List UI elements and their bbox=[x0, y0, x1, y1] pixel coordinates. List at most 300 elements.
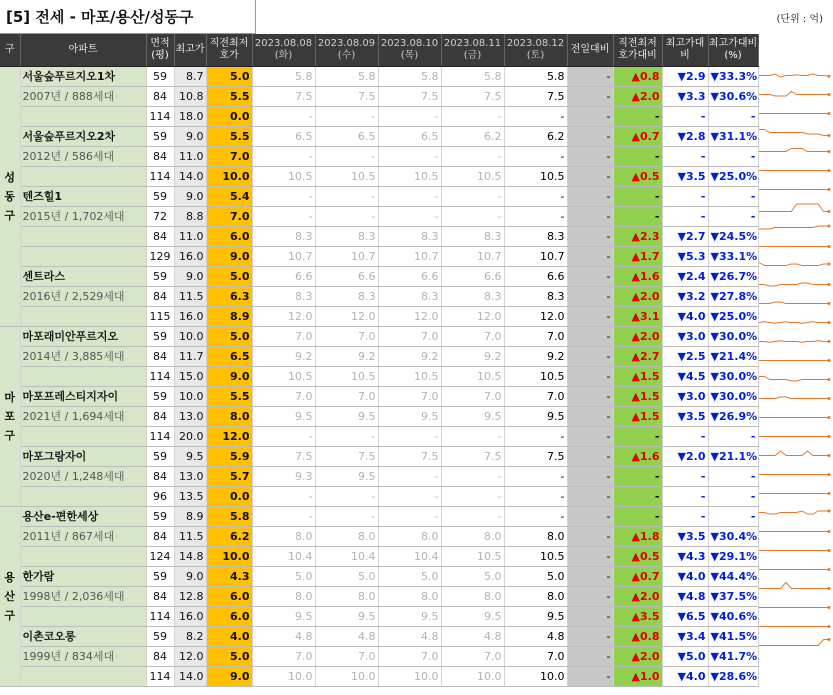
daily-price-cell: 7.5 bbox=[315, 446, 378, 466]
low-ask-cell: 4.0 bbox=[206, 626, 252, 646]
gu-label: 용산구 bbox=[4, 570, 16, 622]
daily-price-cell: 8.0 bbox=[378, 586, 441, 606]
high-pct-cell: - bbox=[708, 466, 758, 486]
area-cell: 84 bbox=[146, 346, 174, 366]
low-ask-diff-cell: ▲2.0 bbox=[613, 86, 662, 106]
low-ask-cell: 5.0 bbox=[206, 266, 252, 286]
high-pct-cell: ▼37.5% bbox=[708, 586, 758, 606]
sparkline bbox=[759, 511, 829, 514]
low-ask-cell: 9.0 bbox=[206, 246, 252, 266]
high-pct-cell: ▼30.0% bbox=[708, 326, 758, 346]
high-pct-cell: ▼30.6% bbox=[708, 86, 758, 106]
daily-price-cell: - bbox=[252, 146, 315, 166]
high-diff-cell: ▼2.4 bbox=[662, 266, 708, 286]
high-price-cell: 12.0 bbox=[174, 646, 206, 666]
low-ask-diff-cell: ▲0.5 bbox=[613, 546, 662, 566]
apartment-name: 마포래미안푸르지오 bbox=[20, 326, 146, 346]
table-row bbox=[0, 446, 758, 466]
high-pct-cell: ▼30.0% bbox=[708, 386, 758, 406]
low-ask-diff-cell: - bbox=[613, 106, 662, 126]
prev-day-diff-cell: - bbox=[567, 386, 613, 406]
table-row bbox=[0, 586, 758, 606]
table-row bbox=[0, 626, 758, 646]
daily-price-cell: 10.5 bbox=[252, 166, 315, 186]
area-cell: 84 bbox=[146, 646, 174, 666]
low-ask-diff-cell: ▲1.5 bbox=[613, 406, 662, 426]
header-high: 최고가 bbox=[174, 34, 206, 66]
high-diff-cell: ▼3.0 bbox=[662, 326, 708, 346]
low-ask-cell: 9.0 bbox=[206, 666, 252, 686]
daily-price-cell: 9.2 bbox=[441, 346, 504, 366]
high-pct-cell: ▼33.3% bbox=[708, 66, 758, 86]
daily-price-cell: 9.5 bbox=[378, 406, 441, 426]
title-bar bbox=[0, 0, 256, 34]
table-row bbox=[0, 126, 758, 146]
apartment-info: 2016년 / 2,529세대 bbox=[20, 286, 146, 306]
low-ask-diff-cell: - bbox=[613, 426, 662, 446]
daily-price-cell: - bbox=[504, 106, 567, 126]
daily-price-cell: - bbox=[315, 186, 378, 206]
daily-price-cell: - bbox=[378, 146, 441, 166]
daily-price-cell: 9.5 bbox=[504, 606, 567, 626]
sparkline-end-dot bbox=[828, 606, 831, 609]
daily-price-cell: 7.5 bbox=[378, 446, 441, 466]
daily-price-cell: - bbox=[441, 186, 504, 206]
daily-price-cell: 10.4 bbox=[252, 546, 315, 566]
table-row bbox=[0, 206, 758, 226]
low-ask-cell: 10.0 bbox=[206, 546, 252, 566]
low-ask-cell: 6.0 bbox=[206, 226, 252, 246]
daily-price-cell: 6.6 bbox=[252, 266, 315, 286]
sparkline-end-dot bbox=[828, 568, 831, 571]
high-price-cell: 8.9 bbox=[174, 506, 206, 526]
apartment-info: 1998년 / 2,036세대 bbox=[20, 586, 146, 606]
daily-price-cell: 5.8 bbox=[252, 66, 315, 86]
daily-price-cell: 5.0 bbox=[252, 566, 315, 586]
low-ask-cell: 6.5 bbox=[206, 346, 252, 366]
table-row bbox=[0, 466, 758, 486]
high-price-cell: 16.0 bbox=[174, 606, 206, 626]
daily-price-cell: 10.5 bbox=[441, 546, 504, 566]
daily-price-cell: 9.5 bbox=[378, 606, 441, 626]
high-pct-cell: ▼41.7% bbox=[708, 646, 758, 666]
daily-price-cell: - bbox=[252, 186, 315, 206]
daily-price-cell: 10.0 bbox=[378, 666, 441, 686]
daily-price-cell: 7.0 bbox=[252, 386, 315, 406]
high-diff-cell: ▼3.2 bbox=[662, 286, 708, 306]
daily-price-cell: 7.0 bbox=[315, 646, 378, 666]
prev-day-diff-cell: - bbox=[567, 286, 613, 306]
low-ask-cell: 9.0 bbox=[206, 366, 252, 386]
table-row bbox=[0, 566, 758, 586]
apartment-info: 2012년 / 586세대 bbox=[20, 146, 146, 166]
high-price-cell: 9.0 bbox=[174, 186, 206, 206]
sparkline-end-dot bbox=[828, 510, 831, 513]
daily-price-cell: 9.2 bbox=[252, 346, 315, 366]
header-highpct: 최고가대비 (%) bbox=[708, 34, 758, 66]
sparkline bbox=[759, 640, 829, 646]
low-ask-diff-cell: - bbox=[613, 486, 662, 506]
apartment-name: 이촌코오롱 bbox=[20, 626, 146, 646]
apartment-blank bbox=[20, 426, 146, 446]
area-cell: 114 bbox=[146, 106, 174, 126]
daily-price-cell: - bbox=[315, 486, 378, 506]
high-pct-cell: - bbox=[708, 486, 758, 506]
daily-price-cell: 9.2 bbox=[378, 346, 441, 366]
high-price-cell: 11.0 bbox=[174, 146, 206, 166]
sparkline-end-dot bbox=[828, 283, 831, 286]
high-price-cell: 13.0 bbox=[174, 466, 206, 486]
prev-day-diff-cell: - bbox=[567, 466, 613, 486]
apartment-blank bbox=[20, 666, 146, 686]
unit-label: (단위 : 억) bbox=[776, 14, 823, 25]
apartment-blank bbox=[20, 106, 146, 126]
daily-price-cell: 8.0 bbox=[378, 526, 441, 546]
high-diff-cell: ▼3.3 bbox=[662, 86, 708, 106]
area-cell: 72 bbox=[146, 206, 174, 226]
high-diff-cell: ▼3.0 bbox=[662, 386, 708, 406]
prev-day-diff-cell: - bbox=[567, 366, 613, 386]
area-cell: 59 bbox=[146, 446, 174, 466]
high-pct-cell: ▼24.5% bbox=[708, 226, 758, 246]
daily-price-cell: 10.5 bbox=[315, 366, 378, 386]
header-date-2: 2023.08.09 (수) bbox=[315, 34, 378, 66]
table-row bbox=[0, 226, 758, 246]
daily-price-cell: 9.2 bbox=[315, 346, 378, 366]
low-ask-cell: 6.3 bbox=[206, 286, 252, 306]
prev-day-diff-cell: - bbox=[567, 506, 613, 526]
daily-price-cell: - bbox=[504, 186, 567, 206]
header-prev: 전일대비 bbox=[567, 34, 613, 66]
prev-day-diff-cell: - bbox=[567, 126, 613, 146]
high-price-cell: 14.0 bbox=[174, 666, 206, 686]
high-pct-cell: ▼29.1% bbox=[708, 546, 758, 566]
apartment-blank bbox=[20, 306, 146, 326]
daily-price-cell: 10.4 bbox=[315, 546, 378, 566]
sparkline-end-dot bbox=[828, 169, 831, 172]
sparkline bbox=[759, 397, 829, 399]
daily-price-cell: - bbox=[441, 206, 504, 226]
sparkline-end-dot bbox=[828, 93, 831, 96]
high-pct-cell: - bbox=[708, 426, 758, 446]
sparkline bbox=[759, 583, 829, 589]
daily-price-cell: 5.8 bbox=[441, 66, 504, 86]
sparkline-end-dot bbox=[828, 75, 831, 78]
prev-day-diff-cell: - bbox=[567, 226, 613, 246]
high-pct-cell: ▼44.4% bbox=[708, 566, 758, 586]
header-apt: 아파트 bbox=[20, 34, 146, 66]
daily-price-cell: 7.0 bbox=[441, 386, 504, 406]
high-diff-cell: ▼2.8 bbox=[662, 126, 708, 146]
apartment-name: 서울숲푸르지오2차 bbox=[20, 126, 146, 146]
prev-day-diff-cell: - bbox=[567, 566, 613, 586]
daily-price-cell: - bbox=[441, 426, 504, 446]
table-row bbox=[0, 406, 758, 426]
low-ask-diff-cell: ▲2.0 bbox=[613, 286, 662, 306]
daily-price-cell: 5.0 bbox=[504, 566, 567, 586]
daily-price-cell: 6.6 bbox=[504, 266, 567, 286]
daily-price-cell: 8.0 bbox=[315, 526, 378, 546]
daily-price-cell: 7.5 bbox=[441, 446, 504, 466]
apartment-info: 2020년 / 1,248세대 bbox=[20, 466, 146, 486]
daily-price-cell: 12.0 bbox=[315, 306, 378, 326]
apartment-blank bbox=[20, 246, 146, 266]
table-row bbox=[0, 346, 758, 366]
prev-day-diff-cell: - bbox=[567, 306, 613, 326]
daily-price-cell: 8.3 bbox=[504, 286, 567, 306]
sparkline-column bbox=[757, 34, 833, 695]
area-cell: 114 bbox=[146, 606, 174, 626]
low-ask-cell: 5.9 bbox=[206, 446, 252, 466]
daily-price-cell: - bbox=[315, 426, 378, 446]
high-diff-cell: - bbox=[662, 486, 708, 506]
sparkline-end-dot bbox=[828, 473, 831, 476]
daily-price-cell: - bbox=[315, 146, 378, 166]
daily-price-cell: 9.5 bbox=[441, 606, 504, 626]
daily-price-cell: - bbox=[504, 506, 567, 526]
daily-price-cell: 10.0 bbox=[252, 666, 315, 686]
daily-price-cell: - bbox=[252, 486, 315, 506]
daily-price-cell: - bbox=[378, 486, 441, 506]
daily-price-cell: 9.5 bbox=[252, 606, 315, 626]
low-ask-cell: 10.0 bbox=[206, 166, 252, 186]
sparkline-end-dot bbox=[828, 112, 831, 115]
daily-price-cell: 8.0 bbox=[441, 586, 504, 606]
table-row bbox=[0, 106, 758, 126]
daily-price-cell: 9.5 bbox=[441, 406, 504, 426]
sparkline-end-dot bbox=[828, 150, 831, 153]
daily-price-cell: - bbox=[252, 206, 315, 226]
high-diff-cell: ▼2.7 bbox=[662, 226, 708, 246]
header-highdiff: 최고가대 비 bbox=[662, 34, 708, 66]
sparkline-end-dot bbox=[828, 397, 831, 400]
daily-price-cell: - bbox=[504, 146, 567, 166]
sparkline-end-dot bbox=[828, 321, 831, 324]
high-price-cell: 11.5 bbox=[174, 286, 206, 306]
high-pct-cell: - bbox=[708, 146, 758, 166]
low-ask-cell: 8.0 bbox=[206, 406, 252, 426]
daily-price-cell: - bbox=[441, 466, 504, 486]
table-row bbox=[0, 666, 758, 686]
daily-price-cell: - bbox=[378, 186, 441, 206]
prev-day-diff-cell: - bbox=[567, 626, 613, 646]
daily-price-cell: 10.5 bbox=[378, 366, 441, 386]
sparkline-end-dot bbox=[828, 638, 831, 641]
high-diff-cell: ▼4.5 bbox=[662, 366, 708, 386]
daily-price-cell: 10.7 bbox=[252, 246, 315, 266]
daily-price-cell: 10.5 bbox=[378, 166, 441, 186]
prev-day-diff-cell: - bbox=[567, 346, 613, 366]
high-price-cell: 10.0 bbox=[174, 386, 206, 406]
high-price-cell: 8.8 bbox=[174, 206, 206, 226]
gu-cell bbox=[0, 326, 20, 506]
prev-day-diff-cell: - bbox=[567, 666, 613, 686]
gu-cell bbox=[0, 66, 20, 326]
area-cell: 129 bbox=[146, 246, 174, 266]
high-diff-cell: - bbox=[662, 426, 708, 446]
low-ask-diff-cell: ▲2.0 bbox=[613, 586, 662, 606]
daily-price-cell: 6.6 bbox=[378, 266, 441, 286]
low-ask-diff-cell: ▲0.5 bbox=[613, 166, 662, 186]
daily-price-cell: 4.8 bbox=[315, 626, 378, 646]
table-row bbox=[0, 606, 758, 626]
high-price-cell: 18.0 bbox=[174, 106, 206, 126]
daily-price-cell: 12.0 bbox=[441, 306, 504, 326]
daily-price-cell: 9.3 bbox=[252, 466, 315, 486]
high-diff-cell: ▼4.0 bbox=[662, 666, 708, 686]
gu-cell bbox=[0, 506, 20, 686]
daily-price-cell: 7.5 bbox=[504, 446, 567, 466]
sparkline bbox=[759, 74, 829, 77]
daily-price-cell: - bbox=[504, 426, 567, 446]
high-diff-cell: ▼4.3 bbox=[662, 546, 708, 566]
table-row bbox=[0, 146, 758, 166]
sparkline bbox=[759, 322, 829, 324]
prev-day-diff-cell: - bbox=[567, 586, 613, 606]
high-pct-cell: - bbox=[708, 206, 758, 226]
high-pct-cell: ▼28.6% bbox=[708, 666, 758, 686]
low-ask-diff-cell: ▲0.8 bbox=[613, 66, 662, 86]
area-cell: 59 bbox=[146, 126, 174, 146]
low-ask-cell: 5.0 bbox=[206, 646, 252, 666]
gu-label: 마포구 bbox=[4, 390, 16, 442]
low-ask-cell: 4.3 bbox=[206, 566, 252, 586]
high-price-cell: 16.0 bbox=[174, 246, 206, 266]
daily-price-cell: - bbox=[441, 146, 504, 166]
high-pct-cell: ▼41.5% bbox=[708, 626, 758, 646]
apartment-name: 텐즈힐1 bbox=[20, 186, 146, 206]
high-pct-cell: ▼40.6% bbox=[708, 606, 758, 626]
daily-price-cell: - bbox=[441, 486, 504, 506]
high-diff-cell: ▼3.4 bbox=[662, 626, 708, 646]
low-ask-diff-cell: ▲1.0 bbox=[613, 666, 662, 686]
apartment-info: 2014년 / 3,885세대 bbox=[20, 346, 146, 366]
daily-price-cell: 10.7 bbox=[315, 246, 378, 266]
high-price-cell: 16.0 bbox=[174, 306, 206, 326]
low-ask-diff-cell: ▲0.7 bbox=[613, 126, 662, 146]
header-low: 직전최저 호가 bbox=[206, 34, 252, 66]
header-gu: 구 bbox=[0, 34, 20, 66]
daily-price-cell: - bbox=[315, 206, 378, 226]
daily-price-cell: 8.3 bbox=[315, 226, 378, 246]
high-diff-cell: - bbox=[662, 466, 708, 486]
daily-price-cell: - bbox=[441, 106, 504, 126]
high-price-cell: 11.0 bbox=[174, 226, 206, 246]
prev-day-diff-cell: - bbox=[567, 406, 613, 426]
high-price-cell: 10.8 bbox=[174, 86, 206, 106]
high-price-cell: 9.0 bbox=[174, 566, 206, 586]
high-diff-cell: ▼6.5 bbox=[662, 606, 708, 626]
high-diff-cell: ▼4.8 bbox=[662, 586, 708, 606]
daily-price-cell: - bbox=[504, 486, 567, 506]
area-cell: 84 bbox=[146, 146, 174, 166]
daily-price-cell: 5.0 bbox=[378, 566, 441, 586]
sparkline bbox=[759, 341, 829, 343]
sparkline-end-dot bbox=[828, 210, 831, 213]
apartment-blank bbox=[20, 486, 146, 506]
sparkline-end-dot bbox=[828, 454, 831, 457]
low-ask-diff-cell: ▲1.6 bbox=[613, 266, 662, 286]
area-cell: 84 bbox=[146, 286, 174, 306]
area-cell: 84 bbox=[146, 406, 174, 426]
daily-price-cell: 8.3 bbox=[378, 286, 441, 306]
low-ask-diff-cell: ▲3.1 bbox=[613, 306, 662, 326]
daily-price-cell: - bbox=[378, 426, 441, 446]
low-ask-diff-cell: ▲1.5 bbox=[613, 366, 662, 386]
daily-price-cell: 12.0 bbox=[252, 306, 315, 326]
sparkline-end-dot bbox=[828, 549, 831, 552]
daily-price-cell: 6.5 bbox=[378, 126, 441, 146]
high-diff-cell: - bbox=[662, 146, 708, 166]
daily-price-cell: 12.0 bbox=[378, 306, 441, 326]
daily-price-cell: 7.0 bbox=[441, 326, 504, 346]
apartment-info: 2011년 / 867세대 bbox=[20, 526, 146, 546]
table-row bbox=[0, 486, 758, 506]
high-pct-cell: ▼21.4% bbox=[708, 346, 758, 366]
apartment-info: 1999년 / 834세대 bbox=[20, 646, 146, 666]
apartment-name: 마포프레스티지자이 bbox=[20, 386, 146, 406]
apartment-blank bbox=[20, 546, 146, 566]
apartment-blank bbox=[20, 366, 146, 386]
daily-price-cell: 5.0 bbox=[315, 566, 378, 586]
high-price-cell: 14.0 bbox=[174, 166, 206, 186]
high-diff-cell: ▼3.5 bbox=[662, 406, 708, 426]
low-ask-cell: 5.5 bbox=[206, 386, 252, 406]
prev-day-diff-cell: - bbox=[567, 426, 613, 446]
area-cell: 59 bbox=[146, 186, 174, 206]
high-price-cell: 11.5 bbox=[174, 526, 206, 546]
high-diff-cell: ▼3.5 bbox=[662, 526, 708, 546]
sparkline bbox=[759, 451, 829, 456]
daily-price-cell: 8.0 bbox=[315, 586, 378, 606]
daily-price-cell: 8.0 bbox=[441, 526, 504, 546]
daily-price-cell: 9.2 bbox=[504, 346, 567, 366]
high-diff-cell: - bbox=[662, 206, 708, 226]
daily-price-cell: 7.0 bbox=[504, 326, 567, 346]
header-date-4: 2023.08.11 (금) bbox=[441, 34, 504, 66]
sparkline-end-dot bbox=[828, 134, 831, 137]
prev-day-diff-cell: - bbox=[567, 246, 613, 266]
area-cell: 59 bbox=[146, 566, 174, 586]
sparkline-end-dot bbox=[828, 340, 831, 343]
table-row bbox=[0, 186, 758, 206]
daily-price-cell: 10.5 bbox=[504, 166, 567, 186]
low-ask-diff-cell: ▲1.7 bbox=[613, 246, 662, 266]
prev-day-diff-cell: - bbox=[567, 166, 613, 186]
daily-price-cell: 4.8 bbox=[252, 626, 315, 646]
daily-price-cell: 6.5 bbox=[315, 126, 378, 146]
low-ask-cell: 5.0 bbox=[206, 66, 252, 86]
daily-price-cell: 4.8 bbox=[378, 626, 441, 646]
daily-price-cell: - bbox=[378, 466, 441, 486]
table-row bbox=[0, 426, 758, 446]
prev-day-diff-cell: - bbox=[567, 266, 613, 286]
prev-day-diff-cell: - bbox=[567, 526, 613, 546]
daily-price-cell: 7.5 bbox=[378, 86, 441, 106]
daily-price-cell: - bbox=[252, 426, 315, 446]
daily-price-cell: 10.5 bbox=[504, 546, 567, 566]
area-cell: 59 bbox=[146, 66, 174, 86]
high-price-cell: 13.5 bbox=[174, 486, 206, 506]
header-date-1: 2023.08.08 (화) bbox=[252, 34, 315, 66]
apartment-blank bbox=[20, 226, 146, 246]
low-ask-cell: 12.0 bbox=[206, 426, 252, 446]
area-cell: 59 bbox=[146, 386, 174, 406]
table-row bbox=[0, 506, 758, 526]
low-ask-cell: 5.4 bbox=[206, 186, 252, 206]
area-cell: 59 bbox=[146, 626, 174, 646]
table-row bbox=[0, 266, 758, 286]
